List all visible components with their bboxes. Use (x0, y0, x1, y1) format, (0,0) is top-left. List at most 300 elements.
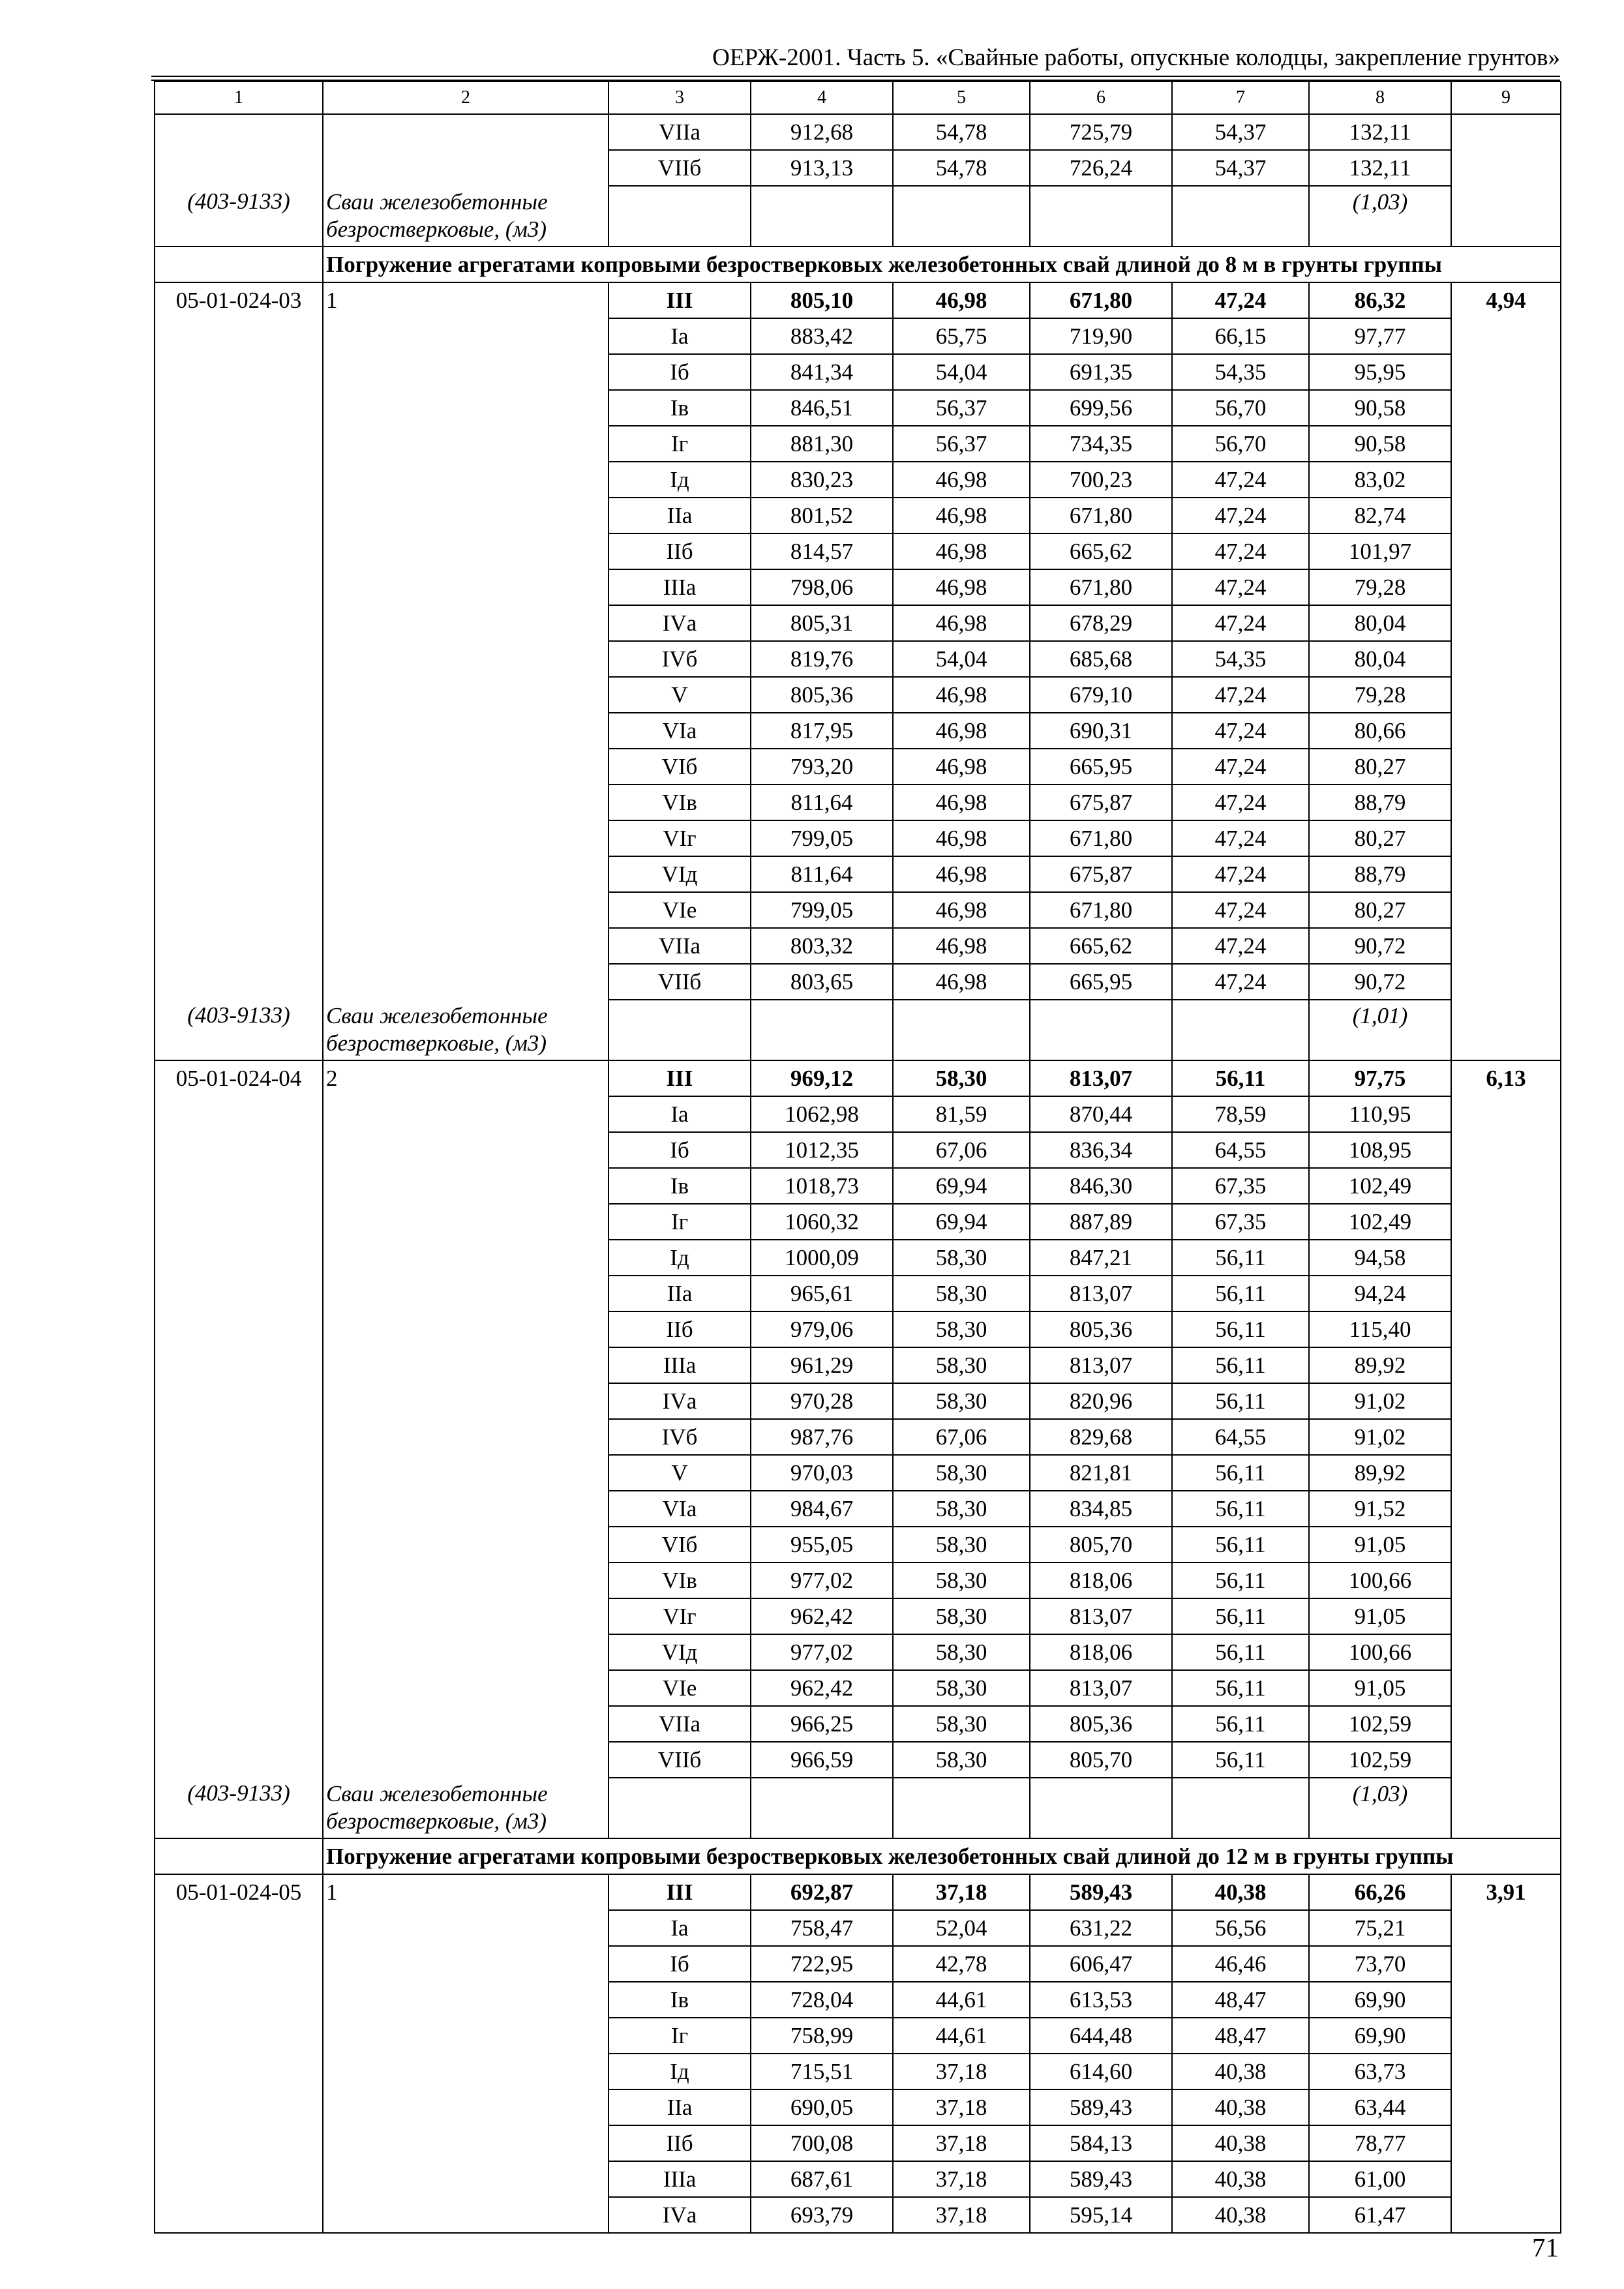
value-cell: 56,11 (1172, 1527, 1309, 1563)
table-row (155, 964, 1561, 1000)
empty-cell (893, 1778, 1030, 1838)
value-cell: 66,26 (1309, 1874, 1451, 1910)
col9-cell (1451, 2125, 1561, 2161)
table-row (155, 1132, 1561, 1168)
soil-group-cell: Iд (609, 1240, 751, 1276)
value-cell: 80,27 (1309, 749, 1451, 785)
col9-cell (1451, 2018, 1561, 2054)
value-cell: 69,90 (1309, 1982, 1451, 2018)
col9-cell (1451, 569, 1561, 605)
value-cell: 614,60 (1030, 2054, 1172, 2089)
value-cell: 818,06 (1030, 1563, 1172, 1598)
citation-row (155, 186, 1561, 247)
value-cell: 56,11 (1172, 1311, 1309, 1347)
value-cell: 977,02 (751, 1634, 893, 1670)
section-title-row (155, 1838, 1561, 1874)
value-cell: 89,92 (1309, 1455, 1451, 1491)
value-cell: 881,30 (751, 426, 893, 462)
citation-name: Сваи железобетонные безростверковые, (м3) (323, 186, 609, 247)
value-cell: 46,98 (893, 677, 1030, 713)
value-cell: 56,11 (1172, 1706, 1309, 1742)
value-cell: 675,87 (1030, 856, 1172, 892)
value-cell: 836,34 (1030, 1132, 1172, 1168)
column-number: 9 (1451, 82, 1561, 114)
rate-code-cell (155, 1706, 323, 1742)
value-cell: 54,78 (893, 150, 1030, 186)
value-cell: 813,07 (1030, 1276, 1172, 1311)
table-row (155, 390, 1561, 426)
value-cell: 69,94 (893, 1204, 1030, 1240)
table-row (155, 150, 1561, 186)
value-cell: 595,14 (1030, 2197, 1172, 2233)
col9-cell (1451, 892, 1561, 928)
rate-number-cell: 2 (323, 1060, 609, 1096)
value-cell: 47,24 (1172, 928, 1309, 964)
rate-code-cell (155, 498, 323, 533)
table-row (155, 1347, 1561, 1383)
rate-number-cell (323, 2161, 609, 2197)
value-cell: 56,11 (1172, 1670, 1309, 1706)
value-cell: 46,98 (893, 569, 1030, 605)
value-cell: 846,30 (1030, 1168, 1172, 1204)
col9-cell (1451, 114, 1561, 150)
soil-group-cell: IVб (609, 1419, 751, 1455)
column-number: 3 (609, 82, 751, 114)
citation-coef: (1,01) (1309, 1000, 1451, 1060)
value-cell: 1060,32 (751, 1204, 893, 1240)
empty-cell (1451, 1778, 1561, 1838)
soil-group-cell: Iа (609, 1910, 751, 1946)
rate-number-cell (323, 318, 609, 354)
value-cell: 80,27 (1309, 820, 1451, 856)
value-cell: 813,07 (1030, 1670, 1172, 1706)
empty-cell (155, 1838, 323, 1874)
value-cell: 46,98 (893, 964, 1030, 1000)
value-cell: 78,59 (1172, 1096, 1309, 1132)
rate-code-cell (155, 1096, 323, 1132)
value-cell: 61,00 (1309, 2161, 1451, 2197)
col9-cell (1451, 1670, 1561, 1706)
value-cell: 58,30 (893, 1491, 1030, 1527)
rate-number-cell (323, 820, 609, 856)
value-cell: 793,20 (751, 749, 893, 785)
col9-cell (1451, 820, 1561, 856)
col9-cell (1451, 1455, 1561, 1491)
rate-number-cell: 1 (323, 282, 609, 318)
value-cell: 820,96 (1030, 1383, 1172, 1419)
rate-number-cell (323, 1634, 609, 1670)
rate-code-cell (155, 1347, 323, 1383)
value-cell: 58,30 (893, 1383, 1030, 1419)
rate-code-cell (155, 318, 323, 354)
citation-row (155, 1778, 1561, 1838)
rate-number-cell (323, 713, 609, 749)
rate-code-cell (155, 462, 323, 498)
rate-number-cell (323, 2125, 609, 2161)
value-cell: 91,52 (1309, 1491, 1451, 1527)
value-cell: 46,98 (893, 820, 1030, 856)
col9-cell (1451, 1311, 1561, 1347)
value-cell: 846,51 (751, 390, 893, 426)
value-cell: 799,05 (751, 892, 893, 928)
value-cell: 699,56 (1030, 390, 1172, 426)
table-body (155, 82, 1561, 2233)
rate-code-cell (155, 569, 323, 605)
empty-cell (1451, 1000, 1561, 1060)
table-row (155, 677, 1561, 713)
value-cell: 58,30 (893, 1276, 1030, 1311)
value-cell: 693,79 (751, 2197, 893, 2233)
soil-group-cell: IIа (609, 1276, 751, 1311)
value-cell: 962,42 (751, 1670, 893, 1706)
soil-group-cell: IIа (609, 2089, 751, 2125)
rate-number-cell (323, 1982, 609, 2018)
soil-group-cell: V (609, 1455, 751, 1491)
soil-group-cell: Iб (609, 354, 751, 390)
col9-cell (1451, 1634, 1561, 1670)
value-cell: 671,80 (1030, 892, 1172, 928)
value-cell: 726,24 (1030, 150, 1172, 186)
value-cell: 589,43 (1030, 1874, 1172, 1910)
value-cell: 606,47 (1030, 1946, 1172, 1982)
value-cell: 821,81 (1030, 1455, 1172, 1491)
value-cell: 965,61 (751, 1276, 893, 1311)
soil-group-cell: Iг (609, 2018, 751, 2054)
table-row (155, 1383, 1561, 1419)
soil-group-cell: III (609, 1060, 751, 1096)
value-cell: 46,98 (893, 462, 1030, 498)
value-cell: 56,37 (893, 390, 1030, 426)
value-cell: 100,66 (1309, 1634, 1451, 1670)
soil-group-cell: IIб (609, 2125, 751, 2161)
value-cell: 700,08 (751, 2125, 893, 2161)
value-cell: 82,74 (1309, 498, 1451, 533)
table-row (155, 1455, 1561, 1491)
rate-number-cell (323, 1670, 609, 1706)
value-cell: 56,56 (1172, 1910, 1309, 1946)
value-cell: 46,46 (1172, 1946, 1309, 1982)
rate-number-cell (323, 569, 609, 605)
value-cell: 115,40 (1309, 1311, 1451, 1347)
soil-group-cell: VIIа (609, 1706, 751, 1742)
value-cell: 67,35 (1172, 1168, 1309, 1204)
col9-cell (1451, 462, 1561, 498)
value-cell: 671,80 (1030, 282, 1172, 318)
section-title: Погружение агрегатами копровыми безростверковых железобетонных свай длиной до 8 м в грунты группы (323, 247, 1561, 282)
soil-group-cell: VIв (609, 1563, 751, 1598)
rate-code-cell (155, 713, 323, 749)
value-cell: 37,18 (893, 2054, 1030, 2089)
value-cell: 969,12 (751, 1060, 893, 1096)
rate-number-cell (323, 1946, 609, 1982)
soil-group-cell: VIе (609, 892, 751, 928)
rate-number-cell (323, 1419, 609, 1455)
value-cell: 58,30 (893, 1634, 1030, 1670)
value-cell: 631,22 (1030, 1910, 1172, 1946)
table-row (155, 1168, 1561, 1204)
rate-code-cell (155, 1168, 323, 1204)
value-cell: 987,76 (751, 1419, 893, 1455)
soil-group-cell: IIIа (609, 2161, 751, 2197)
value-cell: 56,11 (1172, 1276, 1309, 1311)
rate-number-cell (323, 677, 609, 713)
rate-number-cell (323, 498, 609, 533)
value-cell: 54,04 (893, 641, 1030, 677)
table-row (155, 354, 1561, 390)
value-cell: 40,38 (1172, 2054, 1309, 2089)
value-cell: 830,23 (751, 462, 893, 498)
empty-cell (893, 1000, 1030, 1060)
value-cell: 58,30 (893, 1455, 1030, 1491)
table-row (155, 318, 1561, 354)
citation-coef: (1,03) (1309, 1778, 1451, 1838)
col9-cell (1451, 1204, 1561, 1240)
value-cell: 675,87 (1030, 785, 1172, 820)
col9-cell (1451, 1491, 1561, 1527)
col9-cell (1451, 1240, 1561, 1276)
soil-group-cell: Iг (609, 1204, 751, 1240)
value-cell: 61,47 (1309, 2197, 1451, 2233)
rate-code-cell (155, 354, 323, 390)
value-cell: 690,31 (1030, 713, 1172, 749)
table-row (155, 2089, 1561, 2125)
value-cell: 1062,98 (751, 1096, 893, 1132)
value-cell: 665,62 (1030, 928, 1172, 964)
citation-code: (403-9133) (155, 1000, 323, 1060)
value-cell: 37,18 (893, 2161, 1030, 2197)
column-number: 5 (893, 82, 1030, 114)
rate-code-cell (155, 2018, 323, 2054)
value-cell: 679,10 (1030, 677, 1172, 713)
table-row (155, 498, 1561, 533)
value-cell: 91,05 (1309, 1527, 1451, 1563)
value-cell: 54,37 (1172, 150, 1309, 186)
rate-code-cell (155, 1204, 323, 1240)
value-cell: 725,79 (1030, 114, 1172, 150)
value-cell: 91,05 (1309, 1670, 1451, 1706)
table-row (155, 1419, 1561, 1455)
table-row (155, 1491, 1561, 1527)
rate-code-cell (155, 892, 323, 928)
rate-number-cell: 1 (323, 1874, 609, 1910)
value-cell: 47,24 (1172, 462, 1309, 498)
value-cell: 690,05 (751, 2089, 893, 2125)
rate-number-cell (323, 1276, 609, 1311)
column-number: 7 (1172, 82, 1309, 114)
value-cell: 829,68 (1030, 1419, 1172, 1455)
value-cell: 1012,35 (751, 1132, 893, 1168)
value-cell: 47,24 (1172, 713, 1309, 749)
soil-group-cell: III (609, 282, 751, 318)
col9-cell: 6,13 (1451, 1060, 1561, 1096)
value-cell: 58,30 (893, 1706, 1030, 1742)
value-cell: 91,05 (1309, 1598, 1451, 1634)
value-cell: 803,32 (751, 928, 893, 964)
value-cell: 81,59 (893, 1096, 1030, 1132)
table-row (155, 2125, 1561, 2161)
value-cell: 798,06 (751, 569, 893, 605)
value-cell: 66,15 (1172, 318, 1309, 354)
soil-group-cell: Iб (609, 1946, 751, 1982)
table-row (155, 1276, 1561, 1311)
rate-code-cell (155, 856, 323, 892)
value-cell: 94,58 (1309, 1240, 1451, 1276)
value-cell: 715,51 (751, 2054, 893, 2089)
soil-group-cell: IIб (609, 1311, 751, 1347)
value-cell: 102,49 (1309, 1204, 1451, 1240)
soil-group-cell: Iв (609, 1982, 751, 2018)
citation-row (155, 1000, 1561, 1060)
col9-cell (1451, 964, 1561, 1000)
value-cell: 102,59 (1309, 1742, 1451, 1778)
value-cell: 37,18 (893, 2197, 1030, 2233)
value-cell: 805,36 (1030, 1311, 1172, 1347)
rate-number-cell (323, 114, 609, 150)
table-row (155, 1634, 1561, 1670)
table-row (155, 1874, 1561, 1910)
value-cell: 42,78 (893, 1946, 1030, 1982)
soil-group-cell: Iб (609, 1132, 751, 1168)
soil-group-cell: IVб (609, 641, 751, 677)
value-cell: 54,04 (893, 354, 1030, 390)
value-cell: 984,67 (751, 1491, 893, 1527)
rate-number-cell (323, 2054, 609, 2089)
value-cell: 65,75 (893, 318, 1030, 354)
page-header (151, 40, 1560, 77)
soil-group-cell: IIб (609, 533, 751, 569)
value-cell: 48,47 (1172, 1982, 1309, 2018)
col9-cell (1451, 1527, 1561, 1563)
empty-cell (751, 1778, 893, 1838)
rate-code-cell: 05-01-024-03 (155, 282, 323, 318)
value-cell: 692,87 (751, 1874, 893, 1910)
value-cell: 47,24 (1172, 569, 1309, 605)
value-cell: 966,25 (751, 1706, 893, 1742)
soil-group-cell: IVа (609, 2197, 751, 2233)
table-row (155, 533, 1561, 569)
table-row (155, 1563, 1561, 1598)
col9-cell (1451, 641, 1561, 677)
value-cell: 91,02 (1309, 1419, 1451, 1455)
value-cell: 47,24 (1172, 820, 1309, 856)
col9-cell (1451, 1946, 1561, 1982)
rate-number-cell (323, 1347, 609, 1383)
value-cell: 819,76 (751, 641, 893, 677)
soil-group-cell: Iа (609, 318, 751, 354)
table-row (155, 1096, 1561, 1132)
value-cell: 86,32 (1309, 282, 1451, 318)
rate-code-cell (155, 820, 323, 856)
col9-cell (1451, 354, 1561, 390)
value-cell: 40,38 (1172, 1874, 1309, 1910)
value-cell: 89,92 (1309, 1347, 1451, 1383)
value-cell: 90,58 (1309, 390, 1451, 426)
table-row (155, 1946, 1561, 1982)
rate-number-cell (323, 892, 609, 928)
rate-number-cell (323, 1706, 609, 1742)
value-cell: 813,07 (1030, 1347, 1172, 1383)
rate-code-cell (155, 1491, 323, 1527)
soil-group-cell: VIд (609, 856, 751, 892)
rate-code-cell (155, 1634, 323, 1670)
value-cell: 80,66 (1309, 713, 1451, 749)
value-cell: 700,23 (1030, 462, 1172, 498)
value-cell: 95,95 (1309, 354, 1451, 390)
value-cell: 847,21 (1030, 1240, 1172, 1276)
col9-cell (1451, 928, 1561, 964)
soil-group-cell: VIIб (609, 1742, 751, 1778)
rate-code-cell (155, 964, 323, 1000)
rate-code-cell (155, 2161, 323, 2197)
value-cell: 56,11 (1172, 1634, 1309, 1670)
value-cell: 687,61 (751, 2161, 893, 2197)
rate-number-cell (323, 1910, 609, 1946)
value-cell: 40,38 (1172, 2125, 1309, 2161)
value-cell: 64,55 (1172, 1132, 1309, 1168)
value-cell: 584,13 (1030, 2125, 1172, 2161)
value-cell: 80,04 (1309, 605, 1451, 641)
rate-number-cell (323, 354, 609, 390)
rate-code-cell (155, 2197, 323, 2233)
value-cell: 805,10 (751, 282, 893, 318)
value-cell: 37,18 (893, 2089, 1030, 2125)
value-cell: 811,64 (751, 785, 893, 820)
rate-number-cell (323, 1096, 609, 1132)
value-cell: 67,35 (1172, 1204, 1309, 1240)
table-row (155, 1910, 1561, 1946)
empty-cell (609, 186, 751, 247)
value-cell: 671,80 (1030, 569, 1172, 605)
citation-coef: (1,03) (1309, 186, 1451, 247)
value-cell: 102,49 (1309, 1168, 1451, 1204)
rate-number-cell (323, 2018, 609, 2054)
value-cell: 665,95 (1030, 749, 1172, 785)
value-cell: 58,30 (893, 1240, 1030, 1276)
value-cell: 58,30 (893, 1598, 1030, 1634)
rate-number-cell (323, 390, 609, 426)
value-cell: 110,95 (1309, 1096, 1451, 1132)
value-cell: 73,70 (1309, 1946, 1451, 1982)
value-cell: 58,30 (893, 1527, 1030, 1563)
value-cell: 56,11 (1172, 1240, 1309, 1276)
col9-cell (1451, 2197, 1561, 2233)
col9-cell (1451, 390, 1561, 426)
value-cell: 977,02 (751, 1563, 893, 1598)
rate-number-cell (323, 150, 609, 186)
col9-cell: 4,94 (1451, 282, 1561, 318)
soil-group-cell: V (609, 677, 751, 713)
page-header-title: ОЕРЖ-2001. Часть 5. «Свайные работы, опускные колодцы, закрепление грунтов» (712, 44, 1560, 71)
soil-group-cell: Iд (609, 2054, 751, 2089)
value-cell: 644,48 (1030, 2018, 1172, 2054)
soil-group-cell: Iв (609, 1168, 751, 1204)
value-cell: 801,52 (751, 498, 893, 533)
soil-group-cell: IIа (609, 498, 751, 533)
value-cell: 962,42 (751, 1598, 893, 1634)
rate-number-cell (323, 1491, 609, 1527)
value-cell: 979,06 (751, 1311, 893, 1347)
soil-group-cell: IIIа (609, 1347, 751, 1383)
value-cell: 805,70 (1030, 1742, 1172, 1778)
value-cell: 67,06 (893, 1132, 1030, 1168)
citation-name: Сваи железобетонные безростверковые, (м3) (323, 1778, 609, 1838)
rate-number-cell (323, 1563, 609, 1598)
value-cell: 46,98 (893, 713, 1030, 749)
rate-code-cell (155, 677, 323, 713)
value-cell: 46,98 (893, 605, 1030, 641)
rate-number-cell (323, 785, 609, 820)
rate-code-cell (155, 605, 323, 641)
